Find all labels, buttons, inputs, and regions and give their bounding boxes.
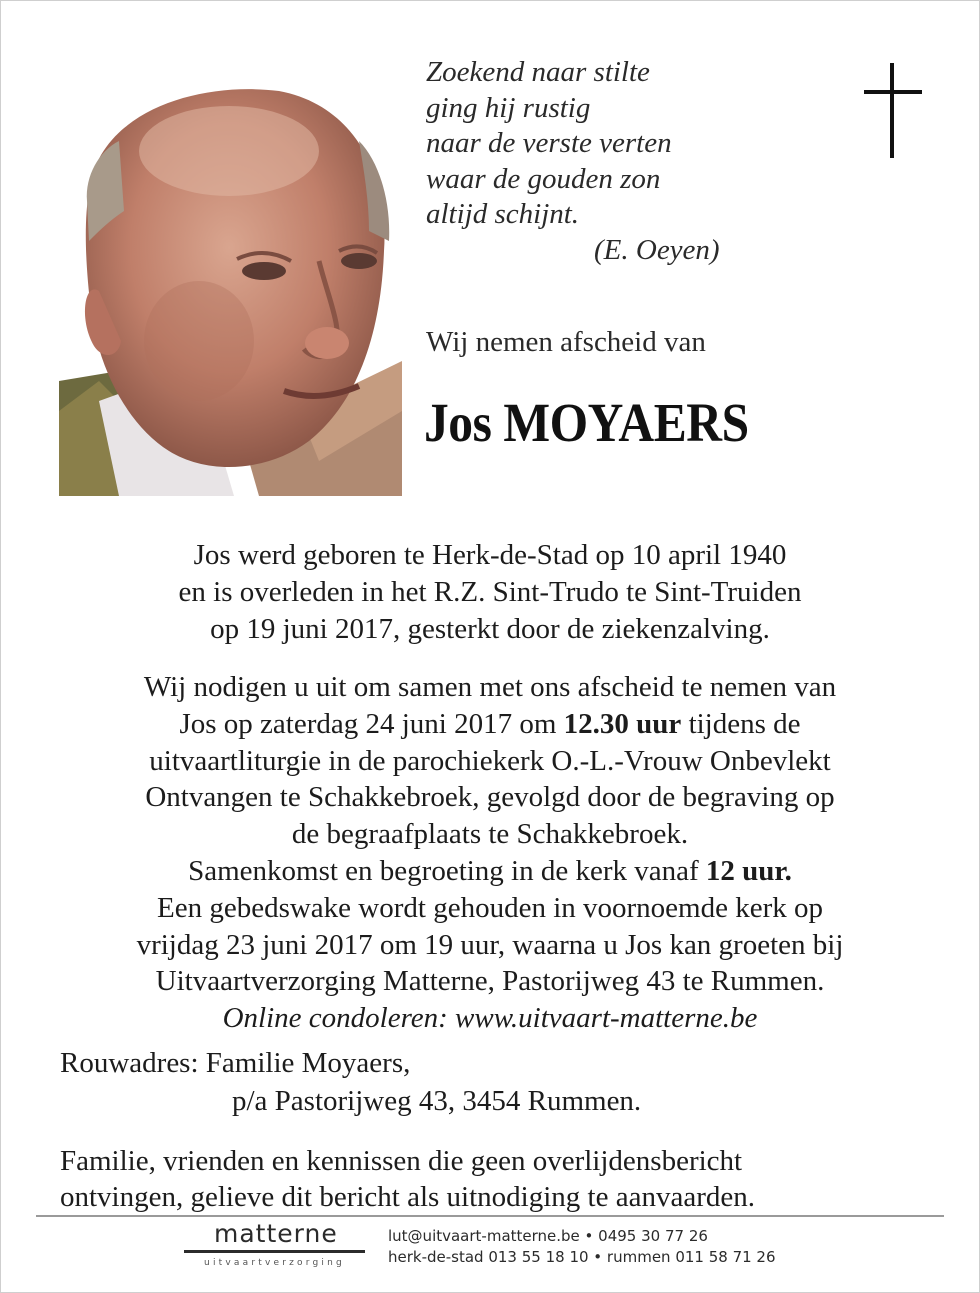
poem-line: ging hij rustig (426, 91, 591, 124)
portrait-illustration (59, 81, 402, 496)
cross-icon (864, 63, 922, 158)
text-line: Jos werd geboren te Herk-de-Stad op 10 april 1940 (193, 539, 787, 571)
text-line: ontvingen, gelieve dit bericht als uitnodiging te aanvaarden. (60, 1181, 755, 1213)
logo-underline (184, 1250, 365, 1253)
poem-line: Zoekend naar stilte (426, 56, 650, 88)
funeral-home-logo: matterne (214, 1219, 338, 1248)
text-line (30, 706, 950, 743)
text-line: uitvaartliturgie in de parochiekerk O.-L.-Vrouw Onbevlekt (149, 744, 831, 777)
text-segment: tijdens de (681, 707, 801, 740)
text-segment: Jos op zaterdag 24 juni 2017 om (179, 707, 564, 740)
text-line: vrijdag 23 juni 2017 om 19 uur, waarna u Jos kan groeten bij (136, 928, 844, 961)
farewell-intro: Wij nemen afscheid van (426, 326, 706, 358)
address-line: p/a Pastorijweg 43, 3454 Rummen. (232, 1085, 642, 1117)
text-line: op 19 juni 2017, gesterkt door de ziekenzalving. (210, 612, 770, 645)
poem (426, 55, 720, 268)
poem-line: waar de gouden zon (426, 162, 661, 195)
text-line: Een gebedswake wordt gehouden in voornoemde kerk op (157, 891, 823, 924)
text-line: en is overleden in het R.Z. Sint-Trudo te Sint-Truiden (178, 575, 802, 608)
birth-death-paragraph (30, 537, 950, 647)
gathering-time: 12 uur. (705, 854, 792, 887)
contact-info (388, 1226, 776, 1268)
address-line: Rouwadres: Familie Moyaers, (60, 1047, 411, 1079)
text-line: Wij nodigen u uit om samen met ons afscheid te nemen van (143, 671, 837, 703)
poem-author: (E. Oeyen) (594, 233, 720, 266)
poem-line: altijd schijnt. (426, 198, 580, 230)
poem-line: naar de verste verten (426, 127, 672, 159)
closing-note (60, 1143, 755, 1215)
deceased-name: Jos MOYAERS (424, 392, 749, 453)
contact-line: herk-de-stad 013 55 18 10 • rummen 011 58 71 26 (388, 1248, 776, 1266)
text-segment: Samenkomst en begroeting in de kerk vanaf (188, 854, 706, 887)
logo-tagline: uitvaartverzorging (204, 1258, 345, 1268)
contact-line[interactable]: lut@uitvaart-matterne.be • 0495 30 77 26 (388, 1227, 708, 1245)
online-condolence-link[interactable]: Online condoleren: www.uitvaart-matterne.be (222, 1002, 758, 1035)
text-line: Uitvaartverzorging Matterne, Pastorijweg 43 te Rummen. (155, 965, 825, 998)
text-line: Ontvangen te Schakkebroek, gevolgd door de begraving op (145, 781, 835, 814)
text-line (30, 853, 950, 890)
portrait-photo (59, 81, 402, 496)
mourning-address (60, 1044, 641, 1120)
footer-divider (36, 1215, 944, 1217)
text-line: de begraafplaats te Schakkebroek. (291, 818, 689, 851)
service-time: 12.30 uur (563, 707, 682, 740)
text-line: Familie, vrienden en kennissen die geen overlijdensbericht (60, 1145, 743, 1177)
invitation-paragraph (30, 669, 950, 1037)
